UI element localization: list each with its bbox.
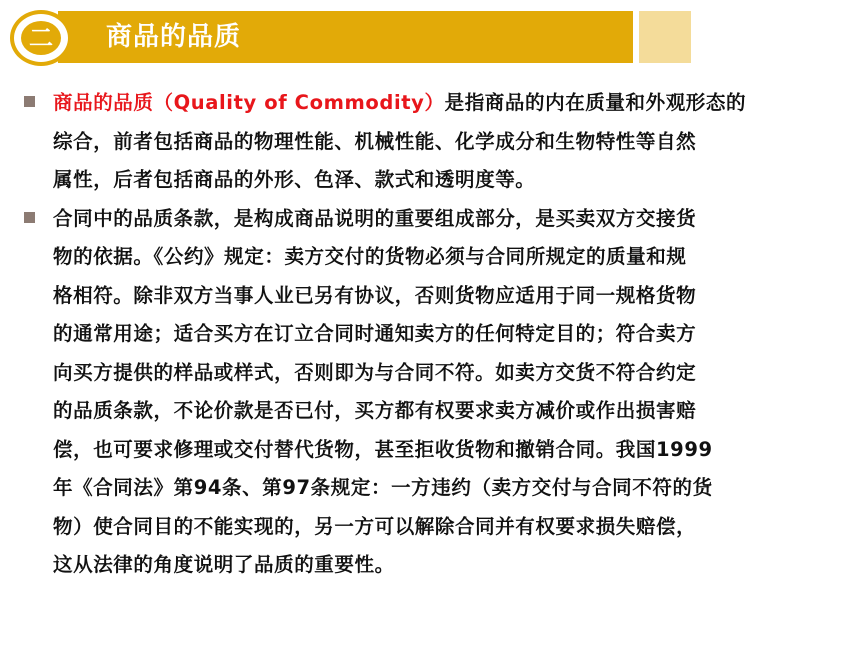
text-line: 向买方提供的样品或样式，否则即为与合同不符。如卖方交货不符合约定 [53,360,697,384]
section-number-badge [10,10,72,66]
text-line: 格相符。除非双方当事人业已另有协议，否则货物应适用于同一规格货物 [53,283,697,307]
section-number: 二 [21,21,61,55]
text-line: 综合，前者包括商品的物理性能、机械性能、化学成分和生物特性等自然 [53,129,697,153]
text-line: 合同中的品质条款，是构成商品说明的重要组成部分，是买卖双方交接货 [53,206,697,230]
text-line: 的品质条款，不论价款是否已付，买方都有权要求卖方减价或作出损害赔 [53,399,697,422]
paragraph-quality-definition [20,84,830,200]
square-bullet-icon [24,96,35,107]
text-line: 属性，后者包括商品的外形、色泽、款式和透明度等。 [53,168,536,191]
text-line: 偿，也可要求修理或交付替代货物，甚至拒收货物和撤销合同。我国1999 [53,437,713,461]
content-body [20,84,830,585]
text-line: 年《合同法》第94条、第97条规定：一方违约（卖方交付与合同不符的货 [53,476,713,499]
highlighted-term: 商品的品质（Quality of Commodity） [53,91,445,114]
text-line: 的通常用途；适合买方在订立合同时通知卖方的任何特定目的；符合卖方 [53,322,697,345]
text-line [53,84,830,123]
header-accent-block [639,11,691,63]
paragraph-text [53,200,830,585]
text-line: 这从法律的角度说明了品质的重要性。 [53,553,395,576]
paragraph-text [53,84,830,200]
text-line: 物的依据。《公约》规定：卖方交付的货物必须与合同所规定的质量和规 [53,245,687,268]
text-line: 物）使合同目的不能实现的，另一方可以解除合同并有权要求损失赔偿， [53,514,697,538]
slide-title: 商品的品质 [106,22,242,52]
text-line-rest: 是指商品的内在质量和外观形态的 [444,91,747,114]
paragraph-quality-clause [20,200,830,585]
square-bullet-icon [24,212,35,223]
